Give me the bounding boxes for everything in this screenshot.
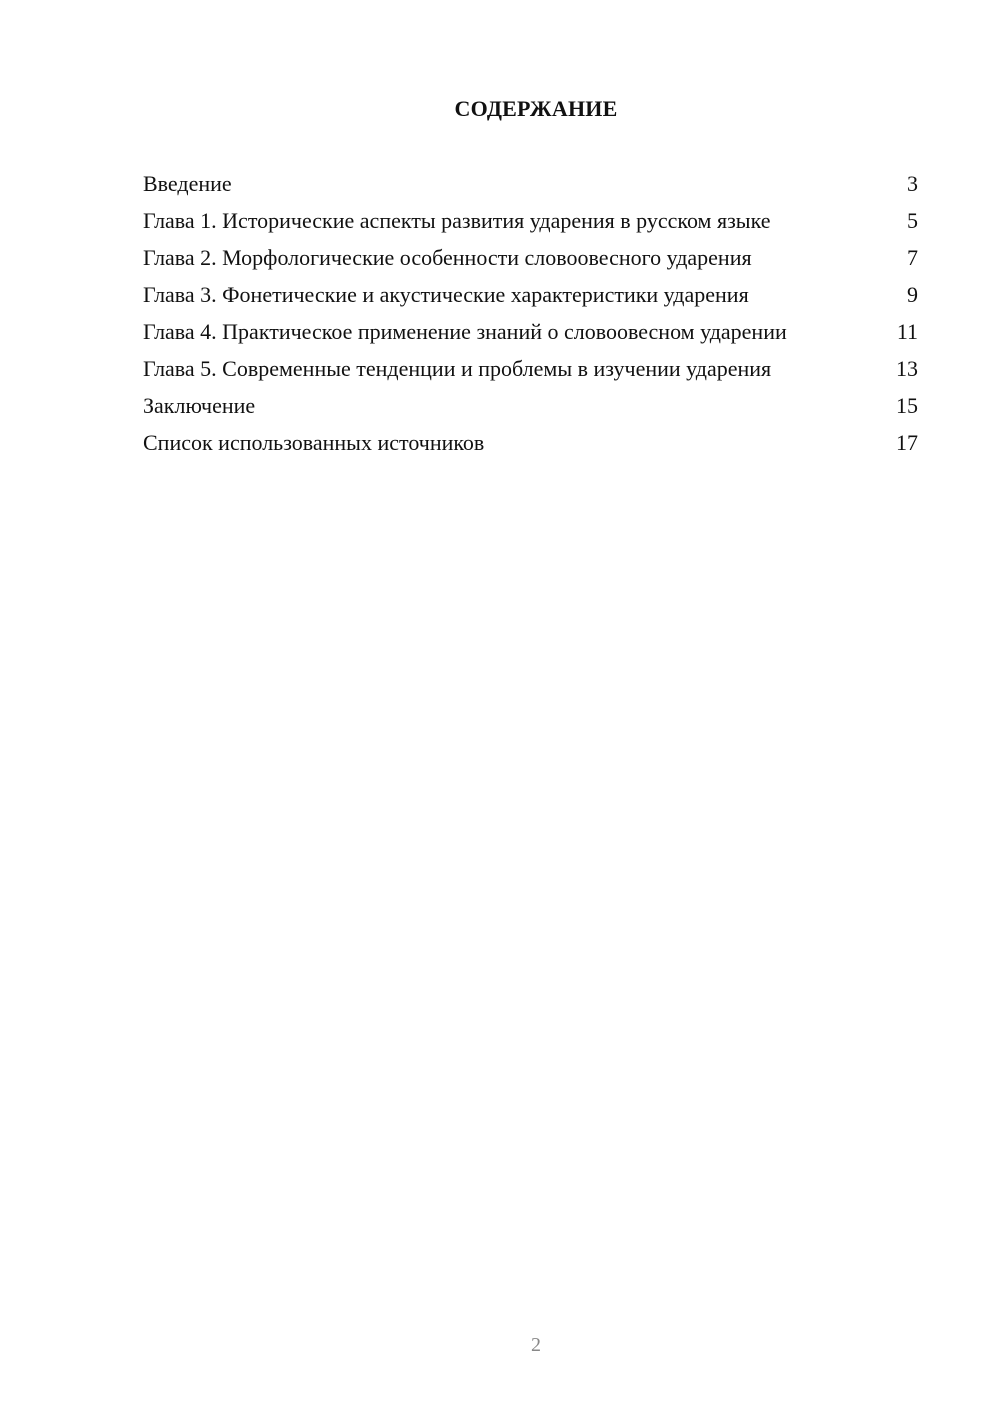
toc-entry-text: Глава 1. Исторические аспекты развития ударения в русском языке xyxy=(143,208,771,233)
toc-entry-text: Глава 5. Современные тенденции и проблемы в изучении ударения xyxy=(143,356,772,381)
toc-entry-page: 17 xyxy=(896,430,918,455)
table-of-contents xyxy=(143,170,918,466)
toc-entry-text: Глава 4. Практическое применение знаний о словоовесном ударении xyxy=(143,319,787,344)
toc-entry-page: 7 xyxy=(907,245,918,270)
toc-entry-text: Заключение xyxy=(143,393,256,418)
toc-entry-page: 11 xyxy=(896,319,918,344)
toc-entry-text: Список использованных источников xyxy=(143,430,485,455)
toc-entry-page: 13 xyxy=(896,356,918,381)
toc-entry-chapter-5 xyxy=(143,355,918,382)
toc-title: СОДЕРЖАНИЕ xyxy=(454,96,618,121)
toc-entry-page: 9 xyxy=(907,282,918,307)
toc-entry-chapter-2 xyxy=(143,244,918,271)
toc-entry-text: Глава 3. Фонетические и акустические характеристики ударения xyxy=(143,282,749,307)
page-number: 2 xyxy=(531,1334,541,1356)
toc-entry-text: Глава 2. Морфологические особенности словоовесного ударения xyxy=(143,245,752,270)
toc-entry-page: 15 xyxy=(896,393,918,418)
toc-entry-chapter-3 xyxy=(143,281,918,308)
toc-entry-page: 3 xyxy=(907,171,918,196)
toc-entry-chapter-4 xyxy=(143,318,918,345)
toc-entry-page: 5 xyxy=(907,208,918,233)
toc-entry-references xyxy=(143,429,918,456)
toc-entry-conclusion xyxy=(143,392,918,419)
toc-entry-introduction xyxy=(143,170,918,197)
toc-entry-text: Введение xyxy=(143,171,232,196)
toc-entry-chapter-1 xyxy=(143,207,918,234)
